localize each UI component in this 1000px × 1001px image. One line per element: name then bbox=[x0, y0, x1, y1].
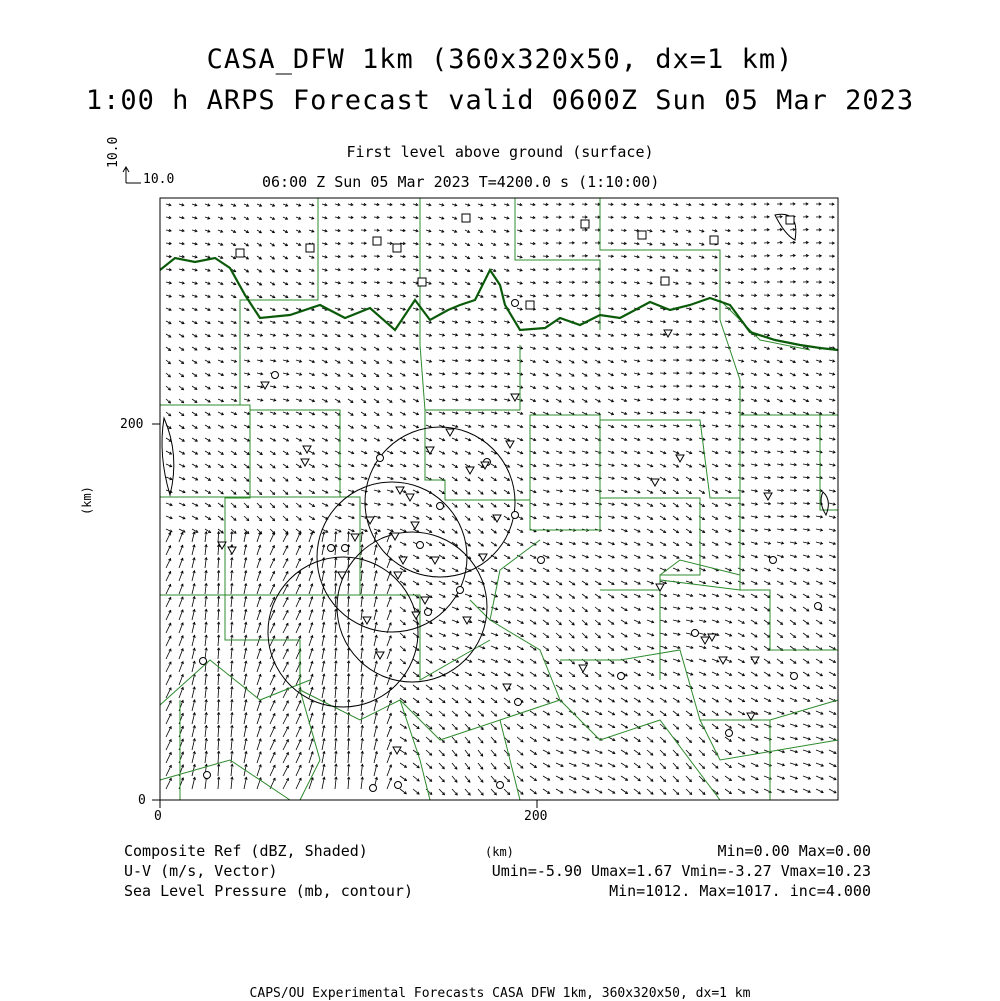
wind-vector bbox=[478, 776, 483, 782]
wind-vector bbox=[504, 776, 510, 782]
wind-vector bbox=[413, 789, 419, 794]
wind-vector bbox=[166, 636, 171, 646]
wind-vector bbox=[166, 740, 171, 751]
wind-vector bbox=[166, 649, 171, 659]
station-square-marker bbox=[661, 277, 669, 285]
wind-vector bbox=[660, 776, 666, 782]
wind-vector bbox=[270, 533, 274, 542]
wind-vector bbox=[452, 724, 457, 730]
wind-vector bbox=[283, 636, 288, 646]
wind-vector bbox=[166, 597, 171, 607]
legend-pressure: Sea Level Pressure (mb, contour) bbox=[124, 882, 413, 900]
wind-vector bbox=[712, 737, 718, 742]
wind-vector bbox=[517, 776, 523, 781]
station-triangle-marker bbox=[579, 665, 587, 672]
wind-vector bbox=[296, 597, 301, 607]
wind-vector bbox=[426, 776, 432, 781]
wind-vector bbox=[218, 648, 219, 659]
wind-vector bbox=[283, 597, 288, 607]
wind-vector bbox=[439, 776, 444, 782]
wind-vector bbox=[426, 763, 432, 768]
station-circle-marker bbox=[272, 372, 279, 379]
wind-vector bbox=[452, 711, 458, 716]
wind-vector bbox=[296, 765, 301, 776]
footer-caption: CAPS/OU Experimental Forecasts CASA DFW 1km, 360x320x50, dx=1 km bbox=[0, 986, 1000, 1001]
wind-vector bbox=[296, 546, 300, 555]
station-square-marker bbox=[710, 236, 718, 244]
wind-vector bbox=[452, 763, 457, 769]
wind-vector bbox=[348, 661, 349, 672]
station-triangle-marker bbox=[479, 554, 487, 561]
wind-vector bbox=[166, 533, 171, 542]
wind-vector bbox=[387, 765, 391, 776]
station-triangle-marker bbox=[421, 597, 429, 604]
wind-vector bbox=[270, 752, 275, 763]
plot-frame bbox=[160, 198, 838, 800]
station-circle-marker bbox=[377, 455, 384, 462]
station-triangle-marker bbox=[506, 441, 514, 448]
wind-vector bbox=[634, 776, 640, 781]
county-boundaries bbox=[160, 198, 838, 800]
station-triangle-marker bbox=[376, 652, 384, 659]
wind-vector bbox=[348, 700, 349, 711]
wind-vector bbox=[426, 737, 432, 742]
time-subtitle: 06:00 Z Sun 05 Mar 2023 T=4200.0 s (1:10:00) bbox=[262, 173, 659, 191]
wind-vector bbox=[348, 648, 349, 659]
station-square-marker bbox=[418, 278, 426, 286]
station-circle-marker bbox=[417, 542, 424, 549]
wind-vector bbox=[270, 765, 275, 776]
wind-vector bbox=[569, 633, 574, 638]
wind-vector bbox=[387, 778, 391, 789]
y-axis-unit: (km) bbox=[80, 486, 94, 515]
wind-vector bbox=[673, 724, 679, 729]
wind-vector bbox=[465, 789, 470, 795]
wind-vector bbox=[166, 675, 171, 685]
wind-vector bbox=[491, 789, 496, 795]
wind-vector bbox=[647, 789, 653, 794]
wind-vector bbox=[452, 750, 457, 756]
figure-title-line1: CASA_DFW 1km (360x320x50, dx=1 km) bbox=[0, 44, 1000, 75]
wind-vector bbox=[283, 572, 288, 581]
wind-vector bbox=[439, 763, 444, 769]
station-circle-marker bbox=[370, 785, 377, 792]
wind-vector bbox=[647, 776, 653, 781]
wind-vector bbox=[569, 646, 574, 651]
wind-vector bbox=[270, 559, 274, 569]
wind-vector bbox=[491, 763, 496, 769]
wind-vector bbox=[556, 646, 561, 651]
wind-vector bbox=[348, 764, 349, 776]
wind-vector bbox=[491, 776, 496, 782]
wind-vector bbox=[348, 751, 349, 763]
wind-vector bbox=[660, 763, 666, 769]
wind-vector bbox=[400, 659, 406, 664]
wind-vector bbox=[218, 674, 219, 685]
station-triangle-marker bbox=[446, 429, 454, 436]
wind-vector bbox=[673, 776, 678, 782]
wind-vector bbox=[283, 546, 288, 555]
wind-vector bbox=[478, 789, 483, 795]
station-triangle-marker bbox=[363, 617, 371, 624]
station-triangle-marker bbox=[719, 657, 727, 664]
wind-vector bbox=[283, 714, 288, 724]
level-subtitle: First level above ground (surface) bbox=[0, 143, 1000, 161]
wind-vector bbox=[530, 789, 536, 794]
station-circle-marker bbox=[770, 557, 777, 564]
wind-vector bbox=[166, 584, 171, 594]
station-triangle-marker bbox=[431, 557, 439, 564]
station-triangle-marker bbox=[228, 547, 236, 554]
station-triangle-marker bbox=[399, 557, 407, 564]
wind-vector bbox=[478, 750, 483, 756]
wind-vector bbox=[270, 675, 275, 685]
station-triangle-marker bbox=[676, 455, 684, 462]
wind-vector bbox=[699, 737, 705, 742]
wind-vector bbox=[283, 765, 288, 776]
wind-vector bbox=[166, 559, 171, 568]
station-circle-marker bbox=[457, 587, 464, 594]
wind-vector bbox=[491, 750, 496, 756]
wind-vector bbox=[218, 713, 219, 725]
station-triangle-marker bbox=[664, 330, 672, 337]
wind-vector bbox=[283, 753, 288, 764]
station-square-marker bbox=[786, 216, 794, 224]
station-circle-marker bbox=[791, 673, 798, 680]
wind-vector bbox=[491, 711, 497, 716]
wind-vector bbox=[348, 777, 349, 789]
wind-vector bbox=[504, 763, 509, 769]
wind-vector bbox=[283, 701, 288, 711]
wind-vector bbox=[647, 750, 653, 755]
wind-vector bbox=[270, 571, 274, 581]
wind-vector bbox=[582, 646, 587, 651]
wind-vector bbox=[647, 763, 653, 768]
station-circle-marker bbox=[204, 772, 211, 779]
wind-vector bbox=[166, 546, 171, 555]
vector-scale-arrows bbox=[123, 167, 141, 183]
wind-vector bbox=[465, 711, 471, 716]
wind-vector bbox=[166, 662, 171, 672]
wind-vector bbox=[699, 763, 705, 769]
wind-vector bbox=[387, 726, 391, 737]
station-square-marker bbox=[526, 301, 534, 309]
wind-vector bbox=[218, 751, 219, 763]
station-circle-marker bbox=[395, 782, 402, 789]
wind-vector bbox=[166, 623, 171, 633]
wind-vector bbox=[504, 789, 510, 795]
wind-vector bbox=[218, 700, 219, 711]
station-triangle-marker bbox=[303, 446, 311, 453]
wind-vector bbox=[166, 714, 171, 724]
wind-vector bbox=[699, 789, 705, 794]
wind-vector bbox=[296, 752, 301, 763]
station-triangle-marker bbox=[351, 534, 359, 541]
wind-vector bbox=[218, 777, 219, 789]
station-circle-marker bbox=[512, 300, 519, 307]
wind-vector bbox=[270, 739, 275, 750]
wind-vector bbox=[296, 559, 300, 569]
wind-vector bbox=[348, 674, 349, 685]
station-circle-marker bbox=[497, 782, 504, 789]
legend-wind-range: Umin=-5.90 Umax=1.67 Vmin=-3.27 Vmax=10.23 bbox=[492, 862, 871, 880]
wind-vector bbox=[686, 750, 691, 756]
vector-scale-y-label: 10.0 bbox=[106, 137, 121, 168]
wind-vector bbox=[452, 737, 457, 743]
wind-vector bbox=[296, 584, 300, 594]
wind-vector bbox=[283, 649, 288, 659]
station-circle-marker bbox=[437, 503, 444, 510]
wind-vector bbox=[309, 765, 313, 776]
wind-vector bbox=[270, 727, 275, 738]
station-triangle-marker bbox=[466, 467, 474, 474]
wind-vector bbox=[166, 572, 171, 582]
wind-vector bbox=[673, 750, 678, 756]
wind-vector bbox=[296, 714, 301, 725]
wind-vector bbox=[270, 546, 274, 555]
station-triangle-marker bbox=[338, 572, 346, 579]
station-triangle-marker bbox=[747, 713, 755, 720]
wind-vector bbox=[712, 763, 718, 768]
wind-vector bbox=[465, 724, 470, 730]
wind-vector bbox=[400, 633, 405, 638]
station-square-marker bbox=[462, 214, 470, 222]
station-triangle-marker bbox=[391, 533, 399, 540]
wind-vector bbox=[270, 584, 274, 594]
legend-reflectivity: Composite Ref (dBZ, Shaded) bbox=[124, 842, 368, 860]
wind-vector bbox=[491, 737, 496, 743]
wind-vector bbox=[673, 789, 679, 795]
wind-vector bbox=[283, 623, 288, 633]
wind-vector bbox=[270, 623, 275, 633]
wind-vector bbox=[283, 610, 288, 620]
wind-vector bbox=[387, 739, 391, 750]
wind-vector bbox=[439, 750, 444, 756]
wind-vector bbox=[400, 789, 406, 794]
wind-vector bbox=[270, 714, 275, 724]
station-triangle-marker bbox=[301, 459, 309, 466]
wind-vector bbox=[712, 776, 718, 781]
wind-vector bbox=[439, 711, 445, 716]
wind-vector bbox=[634, 789, 640, 794]
wind-vector bbox=[465, 776, 470, 782]
x-tick-200: 200 bbox=[524, 809, 547, 824]
wind-vector bbox=[387, 713, 391, 724]
station-circle-marker bbox=[618, 673, 625, 680]
station-circle-marker bbox=[512, 512, 519, 519]
wind-vector bbox=[556, 633, 561, 638]
wind-vector bbox=[296, 727, 301, 738]
wind-vector bbox=[517, 763, 523, 768]
station-circle-marker bbox=[726, 730, 733, 737]
wind-vector bbox=[504, 711, 510, 716]
station-square-marker bbox=[581, 220, 589, 228]
wind-vector bbox=[686, 724, 692, 729]
station-triangle-marker bbox=[411, 522, 419, 529]
wind-vector bbox=[686, 737, 691, 743]
station-circle-marker bbox=[692, 630, 699, 637]
station-triangle-marker bbox=[701, 637, 709, 644]
wind-vector bbox=[504, 724, 510, 729]
wind-vector bbox=[296, 610, 301, 620]
wind-vector bbox=[218, 687, 219, 698]
legend-wind: U-V (m/s, Vector) bbox=[124, 862, 278, 880]
station-square-marker bbox=[373, 237, 381, 245]
wind-vector bbox=[426, 750, 432, 755]
wind-vector bbox=[478, 737, 483, 743]
wind-vector bbox=[166, 701, 171, 711]
radar-range-circles bbox=[268, 427, 515, 707]
wind-vector bbox=[270, 688, 275, 698]
wind-vector bbox=[478, 763, 483, 769]
wind-vector bbox=[439, 789, 445, 795]
station-triangle-marker bbox=[393, 747, 401, 754]
x-axis-unit: (km) bbox=[485, 845, 514, 859]
station-markers bbox=[200, 214, 822, 792]
station-triangle-marker bbox=[511, 394, 519, 401]
wind-vector bbox=[478, 711, 484, 716]
wind-vector bbox=[166, 765, 171, 776]
wind-vector bbox=[166, 727, 171, 737]
station-circle-marker bbox=[538, 557, 545, 564]
wind-vector bbox=[660, 737, 666, 742]
station-triangle-marker bbox=[406, 494, 414, 501]
wind-vector bbox=[270, 701, 275, 711]
wind-vector bbox=[686, 763, 691, 769]
station-circle-marker bbox=[425, 609, 432, 616]
station-circle-marker bbox=[200, 658, 207, 665]
wind-vector bbox=[634, 763, 640, 768]
station-triangle-marker bbox=[651, 479, 659, 486]
station-triangle-marker bbox=[396, 487, 404, 494]
wind-vector bbox=[686, 789, 692, 795]
station-circle-marker bbox=[328, 545, 335, 552]
wind-vector bbox=[452, 776, 457, 782]
y-tick-200: 200 bbox=[120, 417, 143, 432]
wind-vector bbox=[686, 776, 691, 782]
wind-vector bbox=[673, 763, 678, 769]
wind-vector bbox=[296, 778, 301, 789]
station-square-marker bbox=[306, 244, 314, 252]
figure-title-line2: 1:00 h ARPS Forecast valid 0600Z Sun 05 Mar 2023 bbox=[0, 85, 1000, 116]
wind-vector bbox=[699, 750, 705, 756]
station-square-marker bbox=[236, 249, 244, 257]
station-square-marker bbox=[393, 244, 401, 252]
x-tick-0: 0 bbox=[154, 809, 162, 824]
wind-vector bbox=[439, 724, 445, 729]
station-circle-marker bbox=[342, 545, 349, 552]
wind-vector bbox=[413, 776, 419, 781]
wind-vector bbox=[270, 636, 275, 646]
station-circle-marker bbox=[815, 603, 822, 610]
wind-vector bbox=[582, 633, 587, 638]
wind-vector bbox=[283, 559, 288, 568]
station-triangle-marker bbox=[261, 382, 269, 389]
wind-vector bbox=[283, 533, 288, 542]
station-triangle-marker bbox=[751, 657, 759, 664]
vector-scale-x-label: 10.0 bbox=[143, 172, 174, 187]
wind-vector bbox=[166, 778, 171, 789]
wind-vector bbox=[166, 610, 171, 620]
wind-vector bbox=[452, 789, 457, 795]
wind-vector bbox=[218, 764, 219, 776]
axis-ticks bbox=[152, 424, 537, 808]
station-triangle-marker bbox=[412, 612, 420, 619]
y-tick-0: 0 bbox=[138, 793, 146, 808]
wind-vector bbox=[660, 750, 666, 756]
wind-vector bbox=[517, 750, 523, 755]
wind-vector bbox=[296, 623, 301, 633]
wind-vector bbox=[270, 662, 275, 672]
wind-vector bbox=[283, 662, 288, 672]
station-circle-marker bbox=[515, 699, 522, 706]
wind-vector bbox=[283, 727, 288, 737]
legend-reflectivity-range: Min=0.00 Max=0.00 bbox=[717, 842, 871, 860]
wind-vector bbox=[296, 739, 301, 750]
wind-vector bbox=[283, 740, 288, 750]
wind-vector bbox=[166, 752, 171, 763]
wind-vector bbox=[660, 789, 666, 794]
wind-vector bbox=[491, 724, 496, 729]
wind-vector bbox=[387, 752, 391, 763]
station-square-marker bbox=[638, 231, 646, 239]
station-triangle-marker bbox=[764, 493, 772, 500]
station-triangle-marker bbox=[426, 447, 434, 454]
legend-pressure-range: Min=1012. Max=1017. inc=4.000 bbox=[609, 882, 871, 900]
wind-vector bbox=[348, 687, 349, 698]
wind-vector bbox=[296, 701, 301, 711]
wind-vector bbox=[283, 778, 288, 789]
